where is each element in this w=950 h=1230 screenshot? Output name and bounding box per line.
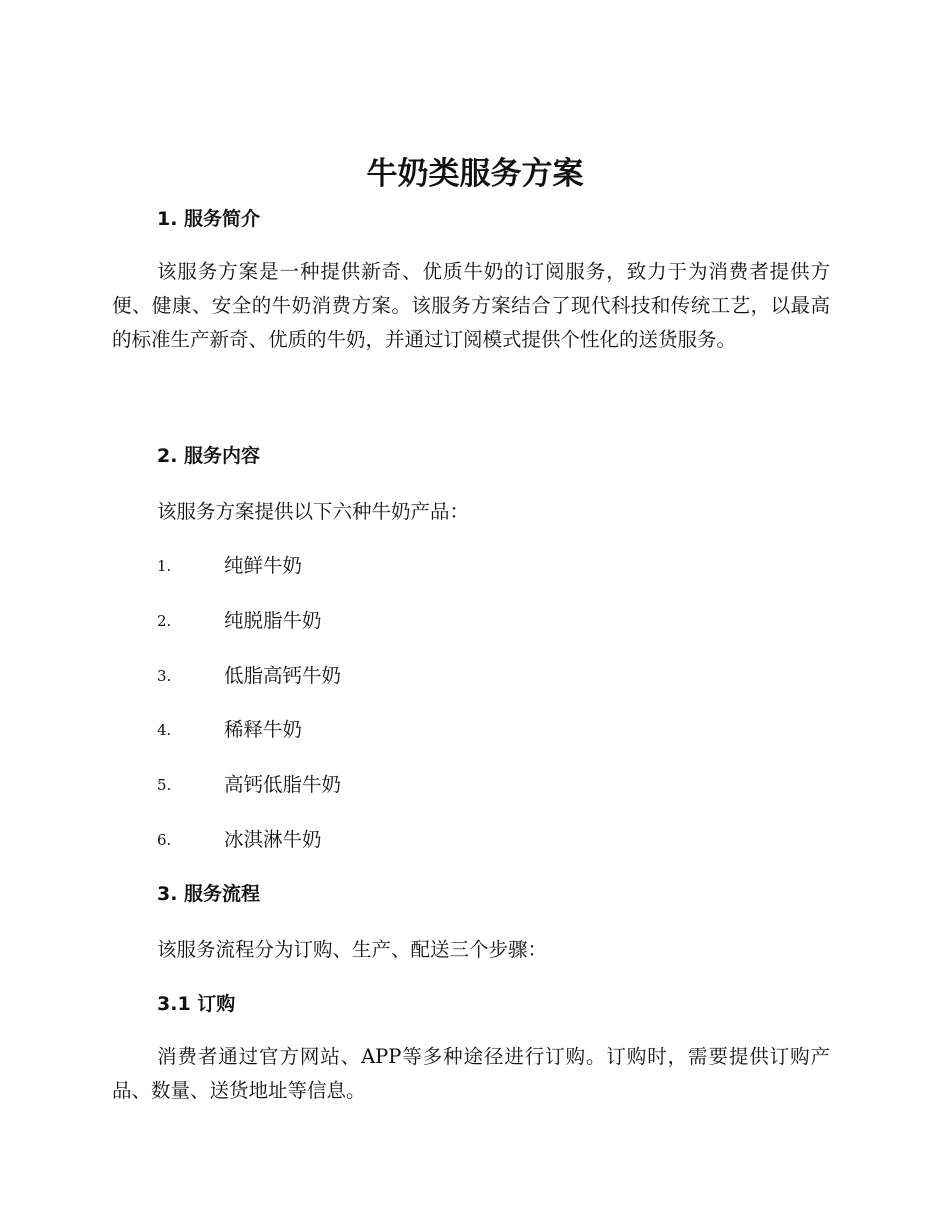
list-item-number: 2. (157, 612, 172, 630)
list-item-number: 6. (157, 831, 172, 849)
subsection-heading-order: 3.1 订购 (157, 993, 236, 1015)
list-item-number: 4. (157, 721, 172, 739)
section-intro-paragraph: 该服务方案是一种提供新奇、优质牛奶的订阅服务，致力于为消费者提供方便、健康、安全的牛奶消费方案。该服务方案结合了现代科技和传统工艺，以最高的标准生产新奇、优质的牛奶，并通过订阅模式提供个性化的送货服务。 (112, 260, 830, 351)
process-intro-text: 该服务流程分为订购、生产、配送三个步骤： (157, 938, 548, 961)
list-item-text: 纯脱脂牛奶 (224, 609, 322, 632)
list-item-text: 稀释牛奶 (224, 718, 303, 741)
content-intro-text: 该服务方案提供以下六种牛奶产品： (157, 500, 470, 523)
document-title: 牛奶类服务方案 (366, 156, 584, 192)
list-item-text: 纯鲜牛奶 (224, 554, 303, 577)
order-paragraph: 消费者通过官方网站、APP等多种途径进行订购。订购时，需要提供订购产品、数量、送货地址等信息。 (112, 1045, 830, 1102)
list-item-number: 5. (157, 776, 172, 794)
list-item-number: 3. (157, 667, 172, 685)
section-heading-intro: 1. 服务简介 (157, 208, 261, 230)
section-heading-process: 3. 服务流程 (157, 883, 261, 905)
list-item-text: 低脂高钙牛奶 (224, 664, 342, 687)
section-heading-content: 2. 服务内容 (157, 445, 261, 467)
list-item-text: 高钙低脂牛奶 (224, 773, 342, 796)
list-item-text: 冰淇淋牛奶 (224, 828, 322, 851)
list-item-number: 1. (157, 557, 172, 575)
